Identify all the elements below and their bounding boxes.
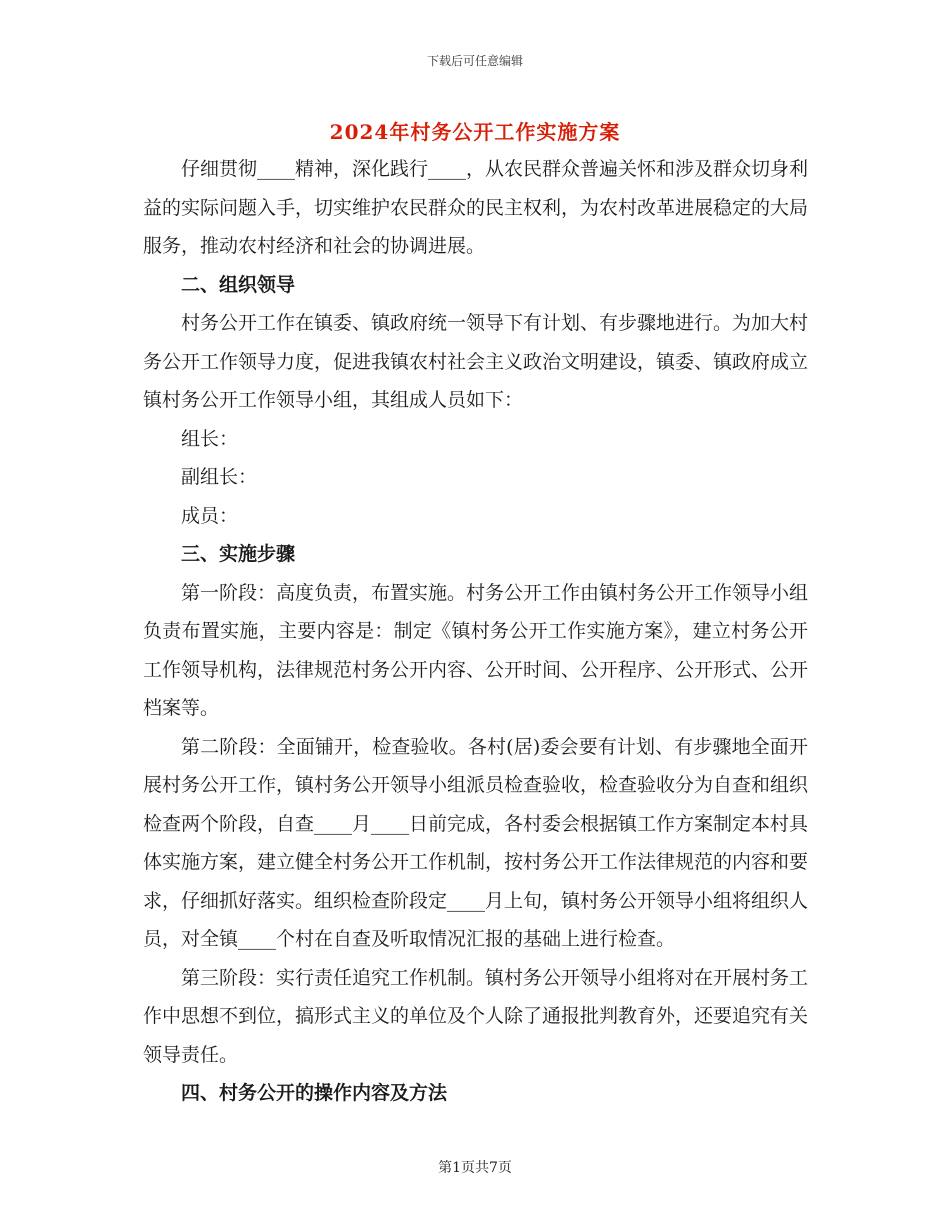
page-number: 第1页共7页 (438, 1160, 512, 1176)
section-heading-content-methods: 四、村务公开的操作内容及方法 (181, 1082, 448, 1104)
stage-three-paragraph: 第三阶段：实行责任追究工作机制。镇村务公开领导小组将对在开展村务工作中思想不到位，搞形式主义的单位及个人除了通报批判教育外，还要追究有关领导责任。 (143, 966, 809, 1066)
section-heading-steps: 三、实施步骤 (181, 543, 296, 565)
stage-two-paragraph: 第二阶段：全面铺开，检查验收。各村(居)委会要有计划、有步骤地全面开展村务公开工作，镇村务公开领导小组派员检查验收，检查验收分为自查和组织检查两个阶段，自查____月____日前完成，各村委会根据镇工作方案制定本村具体实施方案，建立健全村务公开工作机制，按村务公开工作法律规范的内容和要求，仔细抓好落实。组织检查阶段定____月上旬，镇村务公开领导小组将组织人员，对全镇____个村在自查及听取情况汇报的基础上进行检查。 (143, 735, 809, 950)
document-body (143, 150, 808, 1113)
members-field: 成员： (181, 504, 239, 527)
deputy-leader-field: 副组长： (181, 466, 258, 488)
organization-paragraph: 村务公开工作在镇委、镇政府统一领导下有计划、有步骤地进行。为加大村务公开工作领导力度，促进我镇农村社会主义政治文明建设，镇委、镇政府成立镇村务公开工作领导小组，其组成人员如下： (143, 312, 809, 411)
page-title: 2024年村务公开工作实施方案 (329, 120, 621, 144)
leader-field: 组长： (181, 427, 239, 450)
section-heading-organization: 二、组织领导 (181, 273, 296, 296)
header-note: 下载后可任意编辑 (426, 54, 523, 68)
intro-paragraph: 仔细贯彻____精神，深化践行____，从农民群众普遍关怀和涉及群众切身利益的实际问题入手，切实维护农民群众的民主权利，为农村改革进展稳定的大局服务，推动农村经济和社会的协调进展。 (143, 158, 809, 257)
stage-one-paragraph: 第一阶段：高度负责，布置实施。村务公开工作由镇村务公开工作领导小组负责布置实施，主要内容是：制定《镇村务公开工作实施方案》，建立村务公开工作领导机构，法律规范村务公开内容、公开时间、公开程序、公开形式、公开档案等。 (143, 581, 809, 719)
